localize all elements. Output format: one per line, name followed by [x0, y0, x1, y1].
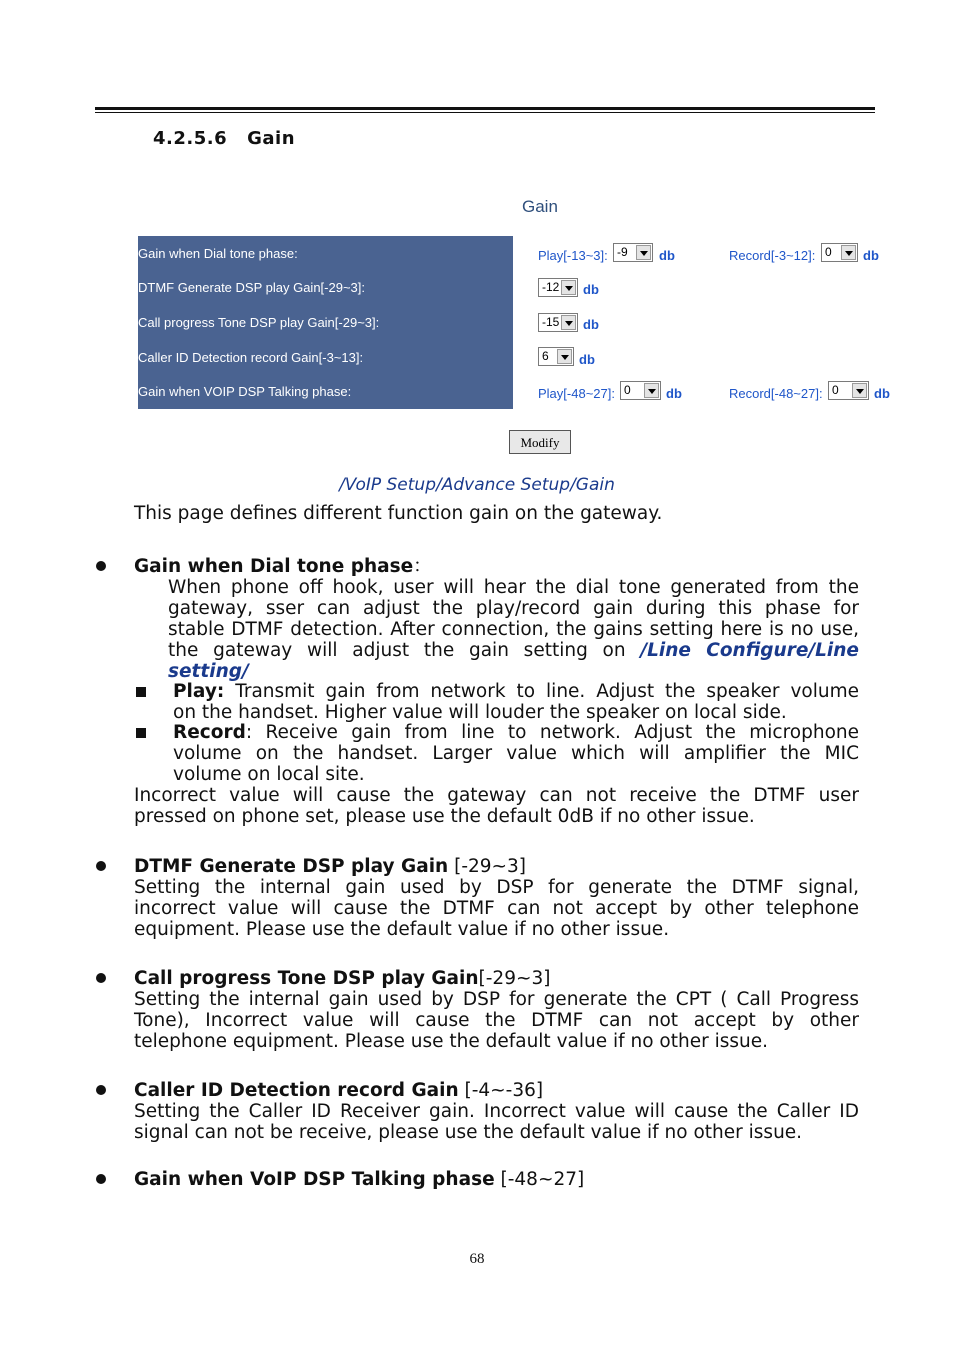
cpt-line-1: Setting the internal gain used by DSP for generate the CPT ( Call Progress — [134, 989, 859, 1010]
section-heading — [153, 128, 295, 149]
dial-play-label: Play[-13~3]: — [538, 248, 608, 263]
callerid-heading: Caller ID Detection record Gain [-4~-36] — [134, 1080, 544, 1101]
cpt-line-2: Tone), Incorrect value will cause the DTMF can not accept by other — [134, 1010, 859, 1031]
play-line-1: Play: Transmit gain from network to line. Adjust the speaker volume — [173, 681, 860, 702]
record-line-3: volume on local site. — [173, 764, 365, 785]
callerid-line-1: Setting the Caller ID Receiver gain. Incorrect value will cause the Caller ID — [134, 1101, 859, 1122]
dial-tone-line-4: the gateway will adjust the gain setting on /Line Configure/Line — [168, 640, 859, 661]
unit-label: db — [583, 282, 599, 297]
intro-text: This page defines different function gain on the gateway. — [134, 503, 663, 524]
bullet-dot-icon — [96, 973, 106, 983]
dtmf-select[interactable]: -12 — [538, 278, 578, 297]
chevron-down-icon[interactable] — [557, 349, 572, 364]
label-voip: Gain when VOIP DSP Talking phase: — [138, 384, 352, 399]
dial-play-select[interactable]: -9 — [613, 243, 653, 262]
cpt-heading: Call progress Tone DSP play Gain[-29~3] — [134, 968, 551, 989]
header-rule-thick — [95, 107, 875, 110]
chevron-down-icon[interactable] — [852, 383, 867, 398]
unit-label: db — [863, 248, 879, 263]
dial-tone-line-5 — [168, 662, 249, 683]
unit-label: db — [874, 386, 890, 401]
dtmf-heading: DTMF Generate DSP play Gain [-29~3] — [134, 856, 527, 877]
bullet-dot-icon — [96, 861, 106, 871]
cpt-select[interactable]: -15 — [538, 313, 578, 332]
bullet-square-icon — [136, 728, 146, 738]
record-line-1: Record: Receive gain from line to network. Adjust the microphone — [173, 722, 859, 743]
play-line-2: on the handset. Higher value will louder the speaker on local side. — [173, 702, 787, 723]
unit-label: db — [579, 352, 595, 367]
dial-tone-note-1: Incorrect value will cause the gateway can not receive the DTMF user — [134, 785, 859, 806]
voip-record-label: Record[-48~27]: — [729, 386, 823, 401]
label-cpt: Call progress Tone DSP play Gain[-29~3]: — [138, 315, 380, 330]
line-configure-link[interactable]: /Line Configure/Line — [640, 640, 859, 661]
callerid-line-2: signal can not be receive, please use the default value if no other issue. — [134, 1122, 803, 1143]
gain-labels-panel — [138, 236, 513, 409]
label-callerid: Caller ID Detection record Gain[-3~13]: — [138, 350, 364, 365]
dial-record-label: Record[-3~12]: — [729, 248, 816, 263]
cpt-line-3: telephone equipment. Please use the default value if no other issue. — [134, 1031, 769, 1052]
breadcrumb: /VoIP Setup/Advance Setup/Gain — [339, 475, 615, 495]
unit-label: db — [659, 248, 675, 263]
record-line-2: volume on the handset. Larger value which will amplifier the MIC — [173, 743, 859, 764]
bullet-dot-icon — [96, 1085, 106, 1095]
header-rule-thin — [95, 112, 875, 113]
dtmf-line-2: incorrect value will cause the DTMF can not accept by other telephone — [134, 898, 859, 919]
dial-tone-heading: Gain when Dial tone phase： — [134, 556, 432, 577]
modify-button[interactable]: Modify — [509, 430, 571, 454]
bullet-square-icon — [136, 687, 146, 697]
unit-label: db — [666, 386, 682, 401]
unit-label: db — [583, 317, 599, 332]
chevron-down-icon[interactable] — [561, 315, 576, 330]
callerid-select[interactable]: 6 — [538, 347, 574, 366]
bullet-dot-icon — [96, 561, 106, 571]
voip-heading: Gain when VoIP DSP Talking phase [-48~27] — [134, 1169, 585, 1190]
label-dial-tone: Gain when Dial tone phase: — [138, 246, 298, 261]
bullet-dot-icon — [96, 1174, 106, 1184]
dial-tone-note-2: pressed on phone set, please use the default 0dB if no other issue. — [134, 806, 755, 827]
section-title: Gain — [247, 128, 296, 149]
dtmf-line-1: Setting the internal gain used by DSP for generate the DTMF signal, — [134, 877, 859, 898]
chevron-down-icon[interactable] — [561, 280, 576, 295]
dial-tone-line-3: stable DTMF detection. After connection, the gains setting here is no use, — [168, 619, 859, 640]
chevron-down-icon[interactable] — [644, 383, 659, 398]
panel-title: Gain — [522, 197, 558, 216]
dial-tone-line-1: When phone off hook, user will hear the dial tone generated from the — [168, 577, 859, 598]
dial-tone-line-2: gateway, sser can adjust the play/record gain during this phase for — [168, 598, 859, 619]
label-dtmf: DTMF Generate DSP play Gain[-29~3]: — [138, 280, 365, 295]
chevron-down-icon[interactable] — [636, 245, 651, 260]
section-number: 4.2.5.6 — [153, 128, 228, 149]
chevron-down-icon[interactable] — [841, 245, 856, 260]
dial-record-select[interactable]: 0 — [821, 243, 858, 262]
voip-play-label: Play[-48~27]: — [538, 386, 615, 401]
line-setting-link[interactable]: setting/ — [168, 661, 249, 682]
dtmf-line-3: equipment. Please use the default value if no other issue. — [134, 919, 670, 940]
voip-record-select[interactable]: 0 — [828, 381, 869, 400]
page-number: 68 — [469, 1251, 485, 1267]
voip-play-select[interactable]: 0 — [620, 381, 661, 400]
